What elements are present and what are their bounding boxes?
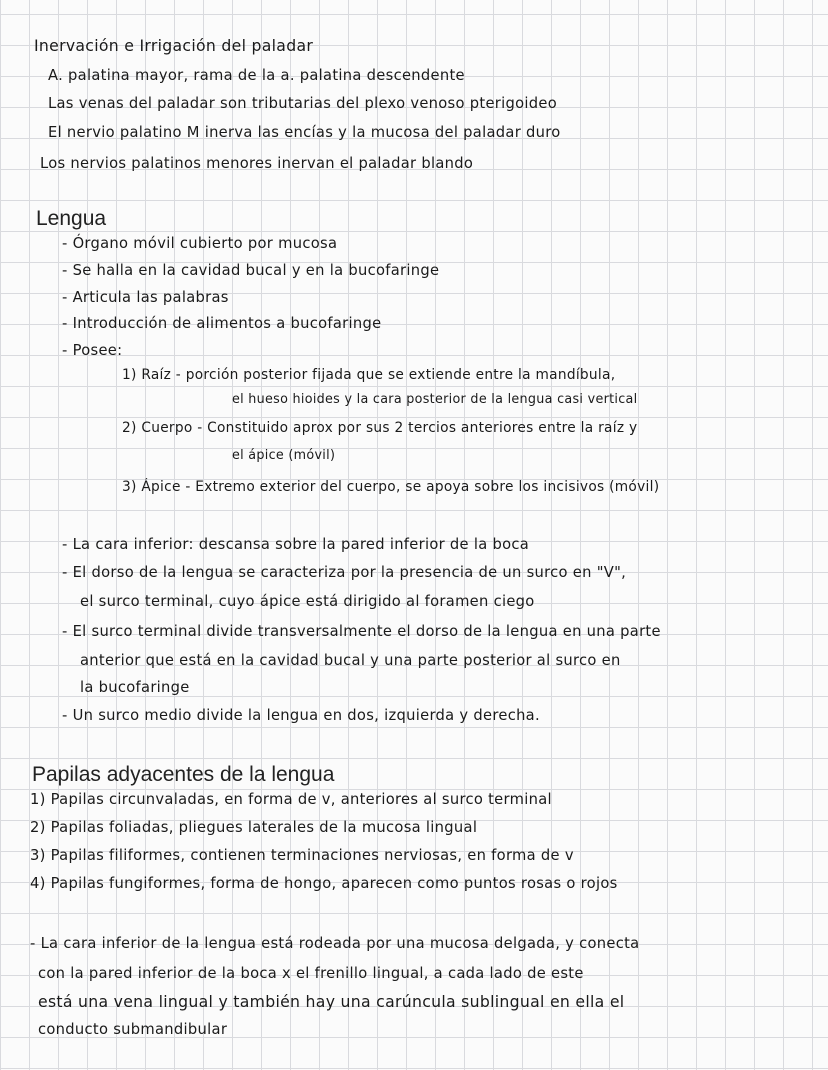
list-item: el hueso hioides y la cara posterior de la lengua casi vertical [232, 392, 638, 407]
tongue-heading: Lengua [36, 207, 107, 230]
list-item: - Órgano móvil cubierto por mucosa [62, 234, 338, 252]
list-item: - Se halla en la cavidad bucal y en la bucofaringe [62, 261, 440, 279]
list-item: - Articula las palabras [62, 288, 229, 306]
note-line: - El dorso de la lengua se caracteriza por la presencia de un surco en "V", [62, 563, 627, 581]
note-line: - La cara inferior: descansa sobre la pared inferior de la boca [62, 535, 530, 553]
list-item: - Posee: [62, 341, 123, 359]
list-item: 1) Raíz - porción posterior fijada que se extiende entre la mandíbula, [122, 367, 616, 383]
note-line: Los nervios palatinos menores inervan el paladar blando [40, 154, 474, 172]
list-item: - Introducción de alimentos a bucofaringe [62, 314, 382, 332]
note-line: el surco terminal, cuyo ápice está dirigido al foramen ciego [80, 592, 535, 610]
note-line: - La cara inferior de la lengua está rodeada por una mucosa delgada, y conecta [30, 934, 640, 952]
note-line: - El surco terminal divide transversalmente el dorso de la lengua en una parte [62, 622, 661, 640]
note-line: está una vena lingual y también hay una carúncula sublingual en ella el [38, 992, 625, 1011]
note-line: A. palatina mayor, rama de la a. palatina descendente [48, 66, 465, 84]
note-line: la bucofaringe [80, 678, 190, 696]
palate-title: Inervación e Irrigación del paladar [34, 36, 314, 55]
list-item: 2) Papilas foliadas, pliegues laterales de la mucosa lingual [30, 818, 478, 836]
note-line: con la pared inferior de la boca x el frenillo lingual, a cada lado de este [38, 964, 584, 982]
note-line: - Un surco medio divide la lengua en dos, izquierda y derecha. [62, 706, 540, 724]
note-line: Las venas del paladar son tributarias del plexo venoso pterigoideo [48, 94, 558, 112]
list-item: 3) Papilas filiformes, contienen terminaciones nerviosas, en forma de v [30, 846, 574, 864]
list-item: 1) Papilas circunvaladas, en forma de v, anteriores al surco terminal [30, 790, 552, 808]
note-line: conducto submandibular [38, 1020, 228, 1038]
list-item: 4) Papilas fungiformes, forma de hongo, aparecen como puntos rosas o rojos [30, 874, 618, 892]
note-line: El nervio palatino M inerva las encías y la mucosa del paladar duro [48, 123, 561, 141]
list-item: 2) Cuerpo - Constituido aprox por sus 2 tercios anteriores entre la raíz y [122, 420, 638, 436]
papillae-heading: Papilas adyacentes de la lengua [32, 763, 335, 786]
list-item: el ápice (móvil) [232, 448, 336, 463]
note-line: anterior que está en la cavidad bucal y una parte posterior al surco en [80, 651, 621, 669]
list-item: 3) Ápice - Extremo exterior del cuerpo, se apoya sobre los incisivos (móvil) [122, 479, 660, 495]
